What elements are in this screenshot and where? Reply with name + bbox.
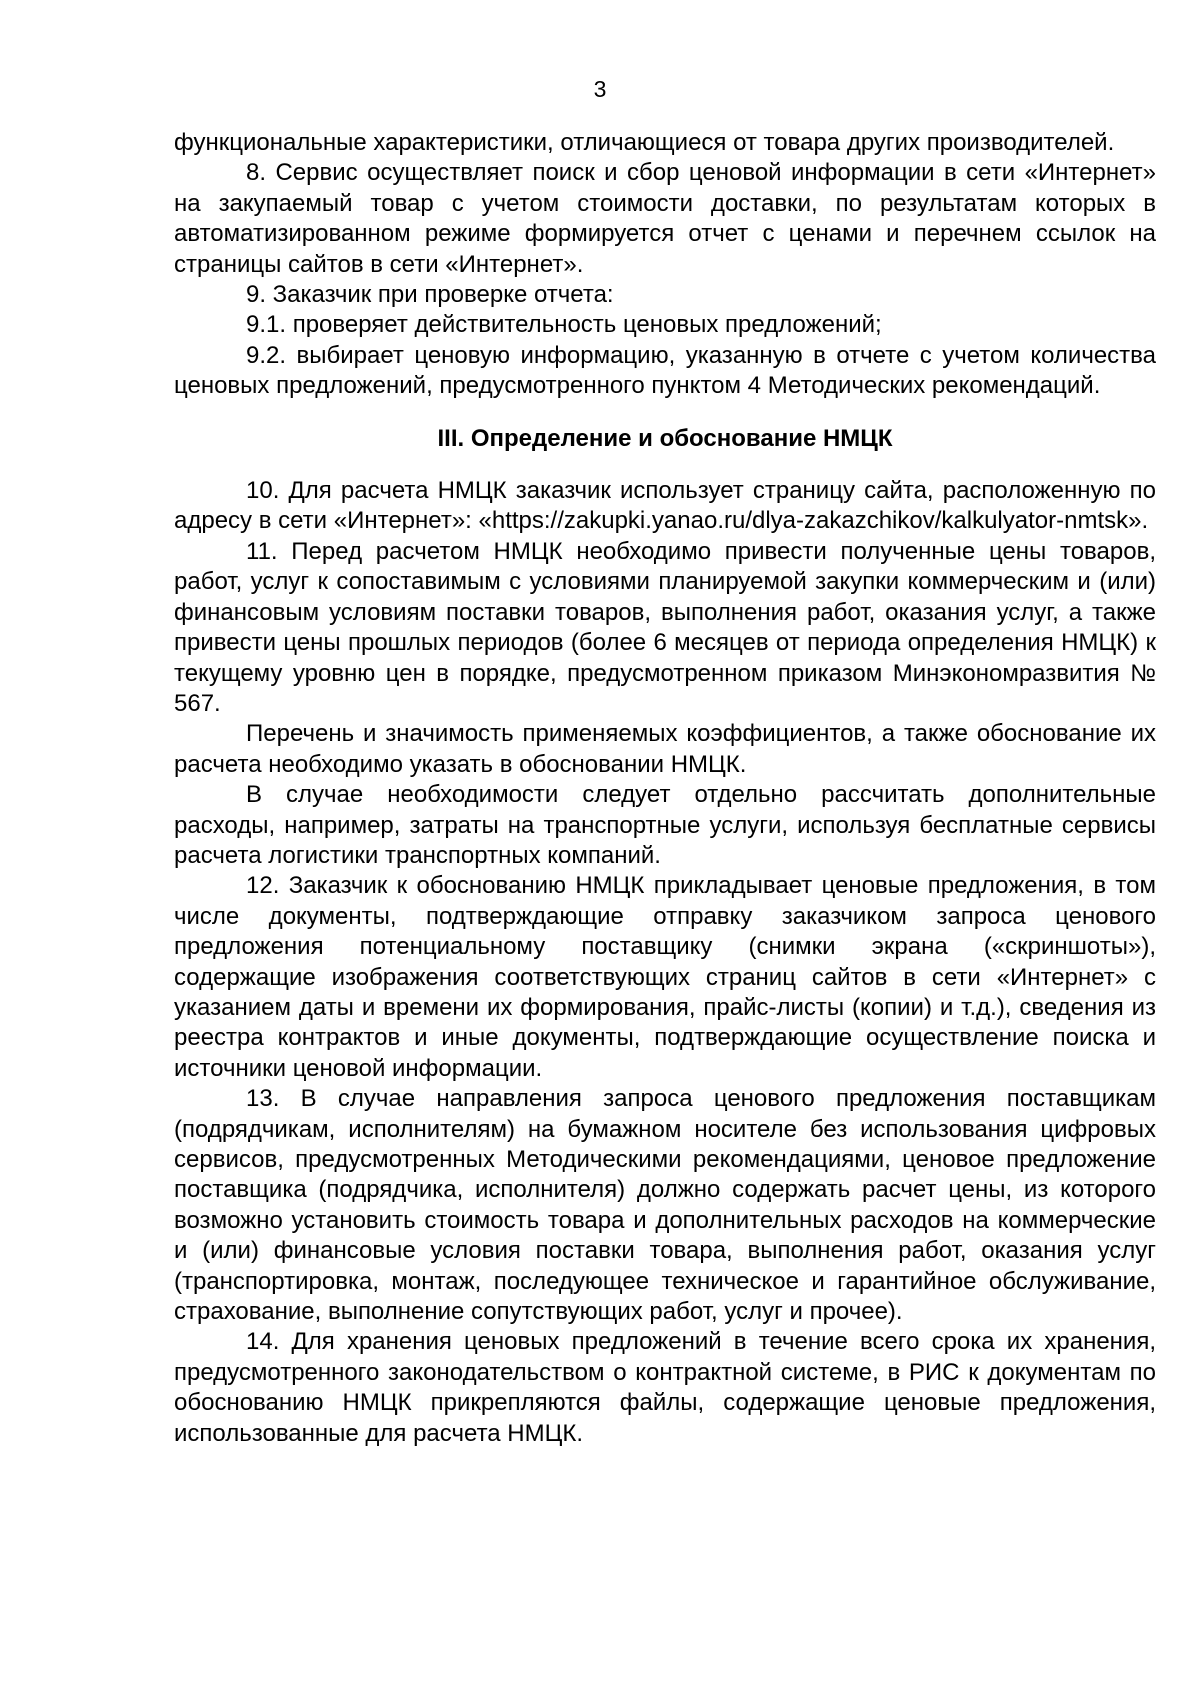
paragraph-9-1: 9.1. проверяет действительность ценовых предложений; <box>246 311 882 339</box>
section-heading-3: III. Определение и обоснование НМЦК <box>437 424 893 452</box>
paragraph-11-coefficients: Перечень и значимость применяемых коэффициентов, а также обоснование их расчета необходимо указать в обосновании НМЦК. <box>174 720 1156 778</box>
page-number: 3 <box>593 76 607 102</box>
paragraph-11-additional-costs: В случае необходимости следует отдельно рассчитать дополнительные расходы, например, затраты на транспортные услуги, используя бесплатные сервисы расчета логистики транспортных компаний. <box>174 781 1156 869</box>
paragraph-8: 8. Сервис осуществляет поиск и сбор ценовой информации в сети «Интернет» на закупаемый товар с учетом стоимости доставки, по результатам которых в автоматизированном режиме формируется отчет с ценами и перечнем ссылок на страницы сайтов в сети «Интернет». <box>174 159 1156 278</box>
paragraph-continuation: функциональные характеристики, отличающиеся от товара других производителей. <box>174 129 1115 156</box>
paragraph-9-2: 9.2. выбирает ценовую информацию, указанную в отчете с учетом количества ценовых предложений, предусмотренного пунктом 4 Методических рекомендаций. <box>174 341 1156 400</box>
paragraph-12: 12. Заказчик к обоснованию НМЦК прикладывает ценовые предложения, в том числе документы, подтверждающие отправку заказчиком запроса ценового предложения потенциальному поставщику (снимки экрана («скриншоты»), содержащие изображения соответствующих страниц сайтов в сети «Интернет» с указанием даты и времени их формирования, прайс-листы (копии) и т.д.), сведения из реестра контрактов и иные документы, подтверждающие осуществление поиска и источники ценовой информации. <box>174 872 1156 1082</box>
paragraph-10: 10. Для расчета НМЦК заказчик использует страницу сайта, расположенную по адресу в сети «Интернет»: «https://zakupki.yanao.ru/dlya-zakazchikov/kalkulyator-nmtsk». <box>174 477 1156 535</box>
paragraph-9: 9. Заказчик при проверке отчета: <box>246 281 614 309</box>
document-body <box>174 128 1156 1449</box>
paragraph-14: 14. Для хранения ценовых предложений в течение всего срока их хранения, предусмотренного законодательством о контрактной системе, в РИС к документам по обоснованию НМЦК прикрепляются файлы, содержащие ценовые предложения, использованные для расчета НМЦК. <box>174 1328 1156 1447</box>
paragraph-13: 13. В случае направления запроса ценового предложения поставщикам (подрядчикам, исполнителям) на бумажном носителе без использования цифровых сервисов, предусмотренных Методическими рекомендациями, ценовое предложение поставщика (подрядчика, исполнителя) должно содержать расчет цены, из которого возможно установить стоимость товара и дополнительных расходов на коммерческие и (или) финансовые условия поставки товара, выполнения работ, оказания услуг (транспортировка, монтаж, последующее техническое и гарантийное обслуживание, страхование, выполнение сопутствующих работ, услуг и прочее). <box>174 1085 1156 1326</box>
paragraph-11: 11. Перед расчетом НМЦК необходимо привести полученные цены товаров, работ, услуг к сопоставимым с условиями планируемой закупки коммерческим и (или) финансовым условиям поставки товаров, выполнения работ, оказания услуг, а также привести цены прошлых периодов (более 6 месяцев от периода определения НМЦК) к текущему уровню цен в порядке, предусмотренном приказом Минэкономразвития № 567. <box>174 537 1156 717</box>
